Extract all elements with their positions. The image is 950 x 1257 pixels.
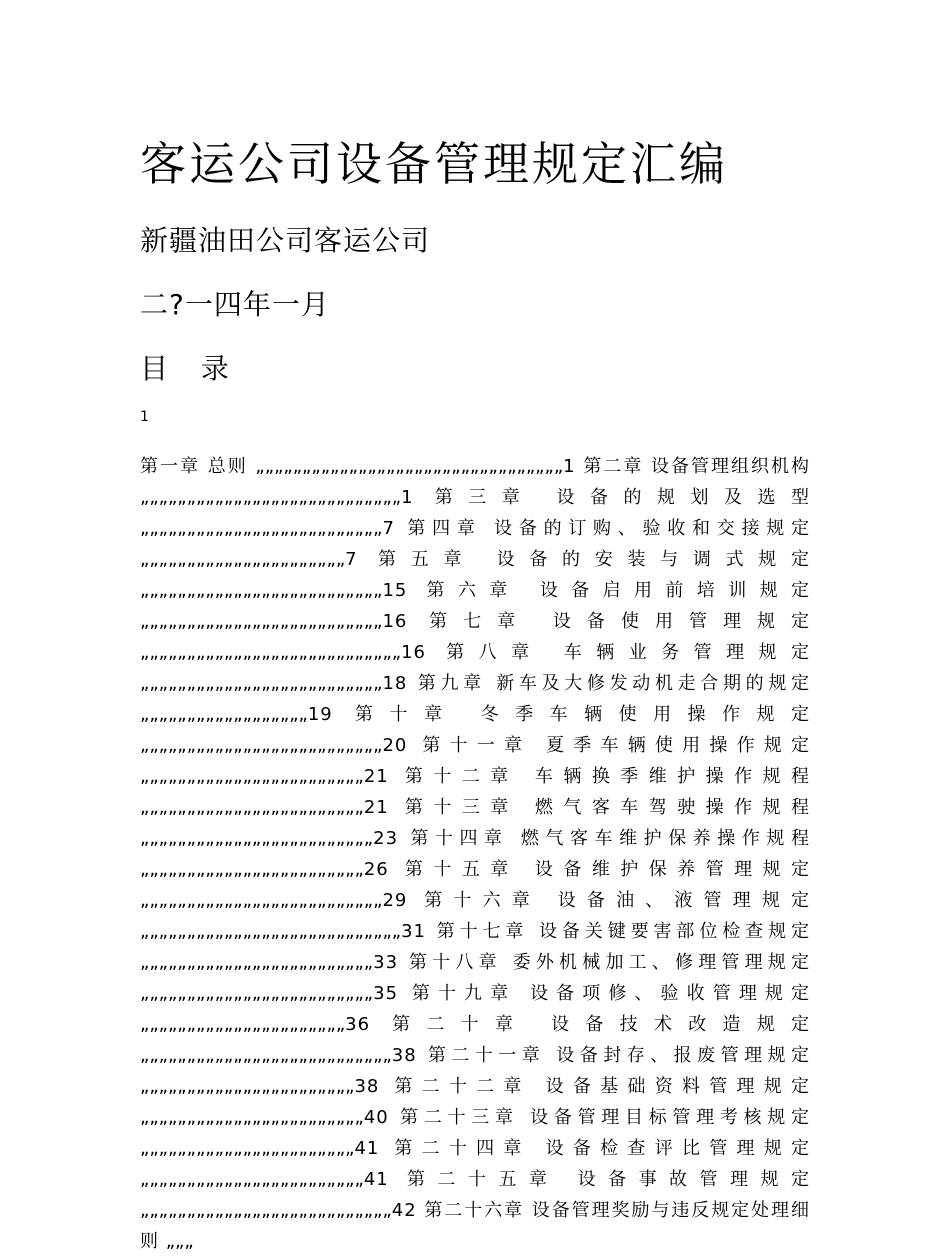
toc-chapter: 第七章 — [429, 611, 532, 632]
toc-chapter-title: 燃气客车驾驶操作规程 — [534, 797, 811, 818]
toc-chapter-title: 设备维护保养管理规定 — [534, 859, 811, 880]
toc-leader-dots: „„„„„„„„„„„„„„„„„„„„„„„„„„„„ — [140, 487, 402, 508]
toc-chapter-title: 设备项修、验收管理规定 — [530, 983, 811, 1004]
toc-page-number: 38 — [354, 1076, 380, 1097]
toc-leader-dots: „„„„„„„„„„„„„„„„„„„„„„„„ — [140, 1169, 364, 1190]
toc-leader-dots: „„„„„„„„„„„„„„„„„„„„„„„„„„ — [140, 890, 383, 911]
toc-leader-dots: „„„„„„„„„„„„„„„„„„„„„„„„„„ — [140, 673, 383, 694]
toc-chapter-title: 车辆换季维护操作规程 — [534, 766, 811, 787]
toc-chapter-title: 设备油、液管理规定 — [557, 890, 811, 911]
toc-page-number: 29 — [382, 890, 408, 911]
toc-chapter: 第二十三章 — [400, 1107, 519, 1128]
toc-leader-dots: „„„„„„„„„„„„„„„„„„„„„„ — [140, 549, 346, 570]
toc-leader-dots: „„„„„„„„„„„„„„„„„„„„„„„„„ — [140, 952, 374, 973]
toc-leader-dots: „„„ — [165, 1231, 194, 1252]
toc-chapter-title: 设备的安装与调式规定 — [496, 549, 811, 570]
toc-chapter-title: 设备使用管理规定 — [552, 611, 811, 632]
toc-page-number: 35 — [373, 983, 399, 1004]
company-name: 新疆油田公司客运公司 — [140, 224, 431, 257]
toc-page-number: 26 — [363, 859, 389, 880]
toc-chapter-title: 设备的规划及选型 — [556, 487, 811, 508]
toc-page-number: 16 — [401, 642, 427, 663]
toc-chapter-title: 设备技术改造规定 — [551, 1014, 811, 1035]
toc-chapter: 第十四章 — [410, 828, 509, 849]
toc-chapter: 第一章 — [140, 456, 200, 477]
toc-leader-dots: „„„„„„„„„„„„„„„„„„„„„„„„ — [140, 766, 364, 787]
toc-page-number: 41 — [354, 1138, 380, 1159]
toc-chapter: 第二十二章 — [394, 1076, 531, 1097]
toc-page-number: 15 — [382, 580, 408, 601]
toc-leader-dots: „„„„„„„„„„„„„„„„„„ — [140, 704, 308, 725]
toc-leader-dots: „„„„„„„„„„„„„„„„„„„„„„„„ — [140, 1107, 364, 1128]
toc-page-number: 1 — [563, 456, 576, 477]
toc-chapter: 第六章 — [426, 580, 521, 601]
toc-leader-dots: „„„„„„„„„„„„„„„„„„„„„„„„„ — [140, 983, 374, 1004]
toc-leader-dots: „„„„„„„„„„„„„„„„„„„„„„„ — [140, 1138, 355, 1159]
toc-chapter-title: 委外机械加工、修理管理规定 — [512, 952, 810, 973]
toc-chapter-title: 冬季车辆使用操作规定 — [480, 704, 811, 725]
toc-chapter-title: 设备事故管理规定 — [577, 1169, 810, 1190]
toc-chapter-title: 设备的订购、验收和交接规定 — [494, 518, 810, 539]
toc-chapter-title: 设备启用前培训规定 — [539, 580, 811, 601]
toc-leader-dots: „„„„„„„„„„„„„„„„„„„„„„„„„„„ — [140, 1045, 392, 1066]
document-date: 二?一四年一月 — [140, 288, 330, 321]
toc-leader-dots: „„„„„„„„„„„„„„„„„„„„„„„„„„ — [140, 580, 383, 601]
toc-chapter: 第三章 — [434, 487, 536, 508]
toc-leader-dots: „„„„„„„„„„„„„„„„„„„„„„„„„„„„ — [140, 921, 402, 942]
toc-page-number: 7 — [345, 549, 358, 570]
toc-chapter-title: 新车及大修发动机走合期的规定 — [496, 673, 810, 694]
toc-chapter: 第十九章 — [411, 983, 517, 1004]
toc-leader-dots: „„„„„„„„„„„„„„„„„„„„„„„„„„„„ — [140, 642, 402, 663]
toc-leader-dots: „„„„„„„„„„„„„„„„„„„„„„„ — [140, 1076, 355, 1097]
toc-leader-dots: „„„„„„„„„„„„„„„„„„„„„„„„„„„„„„„„„ — [255, 456, 564, 477]
toc-chapter-title: 设备封存、报废管理规定 — [556, 1045, 810, 1066]
toc-page-number: 21 — [363, 766, 389, 787]
toc-chapter-title: 车辆业务管理规定 — [563, 642, 810, 663]
toc-entry — [140, 456, 583, 477]
toc-chapter: 第二章 — [583, 456, 644, 477]
toc-chapter: 第二十一章 — [427, 1045, 546, 1066]
toc-chapter: 第九章 — [417, 673, 486, 694]
toc-page-number: 16 — [382, 611, 408, 632]
document-title: 客运公司设备管理规定汇编 — [140, 137, 728, 191]
toc-chapter-title: 设备管理组织机构 — [651, 456, 810, 477]
toc-chapter-title: 设备关键要害部位检查规定 — [538, 921, 810, 942]
toc-chapter: 第十三章 — [404, 797, 519, 818]
toc-chapter: 第二十六章 — [424, 1200, 525, 1221]
page-number: 1 — [140, 409, 149, 425]
toc-page-number: 19 — [307, 704, 333, 725]
toc-page-number: 23 — [373, 828, 399, 849]
toc-page-number: 20 — [382, 735, 408, 756]
toc-heading: 目 录 — [140, 352, 241, 385]
toc-leader-dots: „„„„„„„„„„„„„„„„„„„„„„„„ — [140, 797, 364, 818]
toc-leader-dots: „„„„„„„„„„„„„„„„„„„„„„„„„„ — [140, 611, 383, 632]
toc-chapter: 第十一章 — [422, 735, 532, 756]
toc-chapter: 第十七章 — [436, 921, 529, 942]
toc-page-number: 33 — [373, 952, 399, 973]
toc-chapter-title: 夏季车辆使用操作规定 — [546, 735, 810, 756]
toc-leader-dots: „„„„„„„„„„„„„„„„„„„„„„ — [140, 1014, 346, 1035]
toc-page-number: 7 — [382, 518, 395, 539]
toc-page-number: 36 — [345, 1014, 371, 1035]
toc-chapter: 第二十四章 — [394, 1138, 531, 1159]
toc-chapter-title: 设备基础资料管理规定 — [545, 1076, 810, 1097]
toc-page-number: 42 — [391, 1200, 417, 1221]
toc-page-number: 1 — [401, 487, 414, 508]
toc-page-number: 38 — [391, 1045, 417, 1066]
toc-chapter: 第十五章 — [404, 859, 519, 880]
toc-chapter: 第八章 — [446, 642, 544, 663]
toc-chapter-title: 设备管理奖励与违反规定处理细则 — [140, 1200, 810, 1252]
toc-page-number: 31 — [401, 921, 427, 942]
toc-leader-dots: „„„„„„„„„„„„„„„„„„„„„„„„„„ — [140, 735, 383, 756]
toc-chapter: 第十章 — [354, 704, 459, 725]
toc-chapter: 第二十章 — [392, 1014, 530, 1035]
toc-chapter: 第十二章 — [404, 766, 519, 787]
toc-leader-dots: „„„„„„„„„„„„„„„„„„„„„„„„ — [140, 859, 364, 880]
toc-chapter: 第五章 — [378, 549, 477, 570]
toc-leader-dots: „„„„„„„„„„„„„„„„„„„„„„„„„„„ — [140, 1200, 392, 1221]
toc-chapter-title: 总则 — [207, 456, 248, 477]
toc-chapter: 第二十五章 — [406, 1169, 560, 1190]
toc-leader-dots: „„„„„„„„„„„„„„„„„„„„„„„„„ — [140, 828, 374, 849]
toc-chapter-title: 设备检查评比管理规定 — [545, 1138, 810, 1159]
toc-leader-dots: „„„„„„„„„„„„„„„„„„„„„„„„„„ — [140, 518, 383, 539]
toc-page-number: 41 — [363, 1169, 389, 1190]
toc-chapter-title: 设备管理目标管理考核规定 — [530, 1107, 810, 1128]
toc-page-number: 40 — [363, 1107, 389, 1128]
toc-chapter: 第十六章 — [424, 890, 541, 911]
toc-page-number: 21 — [363, 797, 389, 818]
toc-chapter: 第四章 — [407, 518, 482, 539]
toc-chapter: 第十八章 — [408, 952, 502, 973]
toc-page-number: 18 — [382, 673, 408, 694]
table-of-contents — [140, 451, 810, 1257]
toc-chapter-title: 燃气客车维护保养操作规程 — [520, 828, 810, 849]
